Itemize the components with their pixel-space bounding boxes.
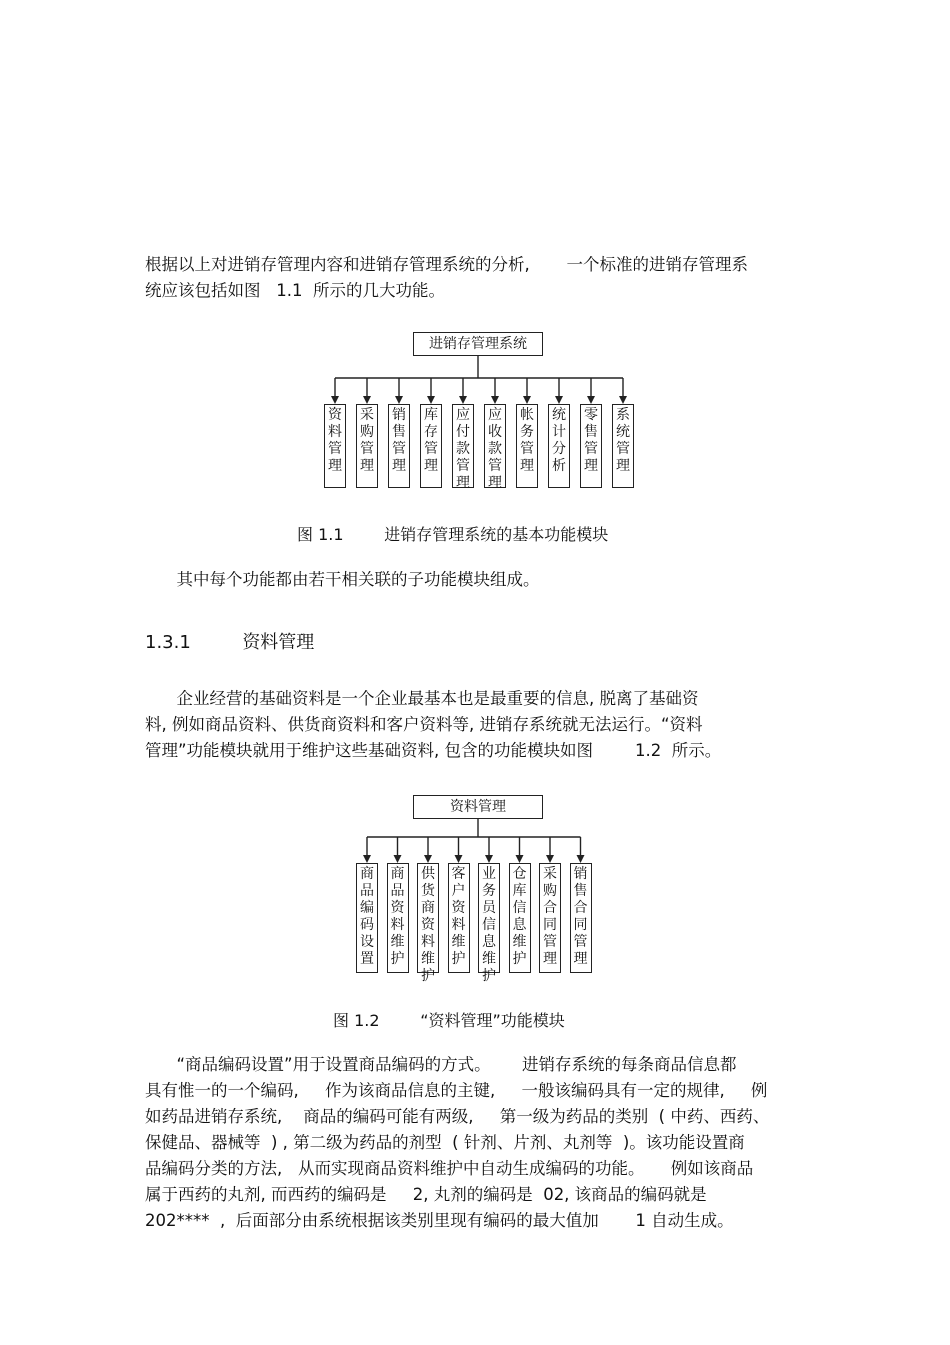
figure-1-1-child-char: 管 xyxy=(328,441,342,457)
section-title: 资料管理 xyxy=(242,632,315,653)
figure-1-2-child-char: 业 xyxy=(482,866,496,882)
figure-1-2-child-box xyxy=(356,863,378,973)
figure-1-2-child-char: 维 xyxy=(512,934,527,950)
para-3-line-2: 具有惟一的一个编码, 作为该商品信息的主键, 一般该编码具有一定的规律, 例 xyxy=(145,1081,768,1100)
figure-1-1-child-box xyxy=(548,404,570,488)
section-heading xyxy=(145,628,314,654)
figure-1-1-child-box xyxy=(452,404,474,491)
figure-1-2-child-char: 护 xyxy=(390,951,405,967)
para-3-line-6: 属于西药的丸剂, 而西药的编码是 2, 丸剂的编码是 02, 该商品的编码就是 xyxy=(145,1185,707,1204)
figure-1-2-child-char: 商 xyxy=(390,866,405,882)
figure-1-2-child-char: 商 xyxy=(360,866,374,882)
figure-1-1-arrowhead xyxy=(587,396,595,404)
figure-1-2-child-box xyxy=(448,863,470,973)
figure-1-2-arrowhead xyxy=(363,855,371,863)
figure-1-1-child-char: 销 xyxy=(392,407,406,423)
figure-1-2-child-char: 购 xyxy=(543,883,557,899)
figure-1-1-child-char: 系 xyxy=(616,407,630,423)
figure-1-1-child-char: 应 xyxy=(456,407,470,423)
figure-1-1-child-char: 理 xyxy=(424,458,438,474)
figure-1-2-child-char: 品 xyxy=(360,883,374,899)
intro-paragraph xyxy=(145,252,810,304)
figure-1-2-child-char: 维 xyxy=(421,951,435,967)
figure-1-2-child-box xyxy=(417,863,439,984)
figure-1-2-child-char: 合 xyxy=(573,900,588,916)
para-2-line-3: 管理”功能模块就用于维护这些基础资料, 包含的功能模块如图 1.2 所示。 xyxy=(145,741,722,760)
figure-1-2-child-char: 码 xyxy=(360,917,374,933)
figure-1-2-child-char: 管 xyxy=(543,934,557,950)
figure-1-2-arrowhead xyxy=(577,855,585,863)
figure-1-1-child-box xyxy=(420,404,442,488)
figure-1-1-child-char: 理 xyxy=(328,458,342,474)
figure-1-1-child-char: 料 xyxy=(328,424,342,440)
figure-1-1-diagram xyxy=(318,332,634,490)
figure-1-2-child-char: 护 xyxy=(421,968,435,984)
figure-1-2-child-char: 编 xyxy=(360,900,374,916)
figure-1-1-child-char: 理 xyxy=(584,458,598,474)
figure-1-2-child-char: 同 xyxy=(573,917,588,933)
figure-1-1-child-char: 统 xyxy=(616,424,630,440)
figure-1-1-arrowhead xyxy=(427,396,435,404)
figure-1-2-child-char: 资 xyxy=(390,900,405,916)
para-3 xyxy=(145,1052,810,1234)
figure-1-2-child-char: 品 xyxy=(390,883,405,899)
figure-1-2-child-char: 息 xyxy=(512,917,527,933)
figure-1-1-child-char: 管 xyxy=(360,441,374,457)
figure-1-1-child-char: 管 xyxy=(424,441,438,457)
figure-1-2-arrowhead xyxy=(546,855,554,863)
figure-1-2-child-char: 务 xyxy=(482,883,496,899)
figure-1-1-arrowhead xyxy=(331,396,339,404)
figure-1-2-child-char: 设 xyxy=(360,934,374,950)
figure-1-2-child-box xyxy=(509,863,531,973)
figure-1-2-child-char: 信 xyxy=(512,900,527,916)
figure-1-2-child-char: 理 xyxy=(543,951,557,967)
figure-1-1-child-char: 分 xyxy=(552,441,566,457)
figure-1-2-child-char: 维 xyxy=(451,934,466,950)
after-figure-1-text: 其中每个功能都由若干相关联的子功能模块组成。 xyxy=(176,570,540,589)
figure-1-1-child-char: 管 xyxy=(488,458,502,474)
after-figure-1-paragraph xyxy=(145,567,810,593)
figure-1-2-child-box xyxy=(570,863,592,973)
para-3-line-3: 如药品进销存系统, 商品的编码可能有两级, 第一级为药品的类别 ( 中药、西药、 xyxy=(145,1107,770,1126)
figure-1-1-child-char: 理 xyxy=(456,475,470,491)
after-figure-1-line xyxy=(145,567,810,593)
figure-1-2-child-char: 维 xyxy=(482,951,496,967)
figure-1-2-child-char: 护 xyxy=(512,951,527,967)
figure-1-2-child-char: 护 xyxy=(451,951,466,967)
figure-1-1-child-char: 款 xyxy=(488,441,502,457)
figure-1-1-child-char: 库 xyxy=(424,407,438,423)
figure-1-1-arrowhead xyxy=(491,396,499,404)
figure-1-1-child-char: 零 xyxy=(584,407,598,423)
figure-1-2-child-box xyxy=(387,863,409,973)
figure-1-1-child-char: 析 xyxy=(552,458,566,474)
figure-1-1-child-char: 理 xyxy=(392,458,406,474)
figure-1-1-child-char: 管 xyxy=(456,458,470,474)
figure-1-2-child-char: 维 xyxy=(390,934,405,950)
figure-1-2-diagram xyxy=(350,795,600,984)
figure-1-1-child-char: 售 xyxy=(584,424,598,440)
figure-1-1-child-char: 理 xyxy=(488,475,502,491)
figure-1-1-child-char: 管 xyxy=(584,441,598,457)
figure-1-2-arrowhead xyxy=(455,855,463,863)
figure-1-2-child-char: 货 xyxy=(421,883,435,899)
section-number: 1.3.1 xyxy=(145,632,191,653)
para-2-line-1: 企业经营的基础资料是一个企业最基本也是最重要的信息, 脱离了基础资 xyxy=(145,689,699,708)
figure-1-2-child-char: 员 xyxy=(482,900,496,916)
figure-1-2-arrowhead xyxy=(516,855,524,863)
para-2 xyxy=(145,686,810,764)
figure-1-1-child-box xyxy=(580,404,602,488)
figure-1-2-child-char: 售 xyxy=(573,883,588,899)
figure-1-2-child-char: 销 xyxy=(573,866,588,882)
figure-1-2-child-box xyxy=(478,863,500,984)
figure-1-1-child-box xyxy=(612,404,634,488)
figure-1-1-child-char: 管 xyxy=(520,441,534,457)
figure-1-2-child-char: 料 xyxy=(390,917,405,933)
figure-1-1-child-char: 存 xyxy=(424,424,438,440)
figure-1-2-child-char: 资 xyxy=(421,917,435,933)
figure-1-2-child-char: 客 xyxy=(451,866,466,882)
figure-1-1-arrowhead xyxy=(459,396,467,404)
figure-1-2-child-char: 息 xyxy=(482,934,496,950)
figure-1-1-child-char: 理 xyxy=(520,458,534,474)
figure-1-1-child-box xyxy=(484,404,506,491)
figure-1-1-child-char: 务 xyxy=(520,424,534,440)
figure-1-1-arrowhead xyxy=(363,396,371,404)
figure-1-2-child-char: 商 xyxy=(421,900,435,916)
intro-line-1: 根据以上对进销存管理内容和进销存管理系统的分析, 一个标准的进销存管理系 xyxy=(145,255,748,274)
figure-1-1-child-char: 收 xyxy=(488,424,502,440)
figure-1-1-child-char: 应 xyxy=(488,407,502,423)
para-3-line-1: “商品编码设置”用于设置商品编码的方式。 进销存系统的每条商品信息都 xyxy=(145,1055,737,1074)
figure-1-2-child-char: 户 xyxy=(451,883,466,899)
figure-1-1-caption: 图 1.1 进销存管理系统的基本功能模块 xyxy=(297,525,609,544)
para-2-line-2: 料, 例如商品资料、供货商资料和客户资料等, 进销存系统就无法运行。“资料 xyxy=(145,715,703,734)
figure-1-1-child-char: 管 xyxy=(616,441,630,457)
figure-1-1-child-box xyxy=(324,404,346,488)
figure-1-1-child-char: 资 xyxy=(328,407,342,423)
figure-1-2-child-char: 供 xyxy=(421,866,435,882)
figure-1-2-child-char: 置 xyxy=(360,951,374,967)
figure-1-1-child-box xyxy=(356,404,378,488)
figure-1-1-child-box xyxy=(516,404,538,488)
figure-1-1-child-char: 售 xyxy=(392,424,406,440)
figure-1-1-child-char: 款 xyxy=(456,441,470,457)
figure-1-1-arrowhead xyxy=(619,396,627,404)
figure-1-2-child-char: 资 xyxy=(451,900,466,916)
figure-1-2-child-char: 管 xyxy=(573,934,588,950)
figure-1-2-child-char: 合 xyxy=(543,900,557,916)
figure-1-1-arrowhead xyxy=(555,396,563,404)
figure-1-1-child-char: 统 xyxy=(552,407,566,423)
figure-1-1-child-char: 购 xyxy=(360,424,374,440)
figure-1-2-child-char: 库 xyxy=(512,883,527,899)
figure-1-1-child-char: 采 xyxy=(360,407,374,423)
figure-1-1-arrowhead xyxy=(395,396,403,404)
figure-1-1-child-char: 计 xyxy=(552,424,566,440)
figure-1-1-child-char: 付 xyxy=(456,424,470,440)
intro-line-2: 统应该包括如图 1.1 所示的几大功能。 xyxy=(145,281,445,300)
figure-1-2-child-char: 仓 xyxy=(512,866,527,882)
figure-1-1-child-char: 管 xyxy=(392,441,406,457)
figure-1-2-child-char: 采 xyxy=(543,866,557,882)
figure-1-1-child-char: 理 xyxy=(360,458,374,474)
figure-1-1-child-box xyxy=(388,404,410,488)
figure-1-2-arrowhead xyxy=(424,855,432,863)
figure-1-2-child-char: 理 xyxy=(573,951,588,967)
figure-1-2-arrowhead xyxy=(394,855,402,863)
figure-1-2-arrowhead xyxy=(485,855,493,863)
figure-1-1-child-char: 帐 xyxy=(520,407,534,423)
para-3-line-7: 202**** , 后面部分由系统根据该类别里现有编码的最大值加 1 自动生成。 xyxy=(145,1211,734,1230)
figure-1-2-child-char: 同 xyxy=(543,917,557,933)
figure-1-1-child-char: 理 xyxy=(616,458,630,474)
para-3-line-5: 品编码分类的方法, 从而实现商品资料维护中自动生成编码的功能。 例如该商品 xyxy=(145,1159,754,1178)
figure-1-1-arrowhead xyxy=(523,396,531,404)
figure-1-1-root-box: 进销存管理系统 xyxy=(413,332,543,356)
figure-1-2-child-char: 料 xyxy=(451,917,466,933)
figure-1-2-root-box: 资料管理 xyxy=(413,795,543,819)
figure-1-2-child-box xyxy=(539,863,561,973)
figure-1-2-caption: 图 1.2 “资料管理”功能模块 xyxy=(333,1011,565,1030)
figure-1-2-child-char: 料 xyxy=(421,934,435,950)
figure-1-2-child-char: 护 xyxy=(482,968,496,984)
para-3-line-4: 保健品、器械等 ) , 第二级为药品的剂型 ( 针剂、片剂、丸剂等 )。该功能设置商 xyxy=(145,1133,745,1152)
figure-1-2-child-char: 信 xyxy=(482,917,496,933)
